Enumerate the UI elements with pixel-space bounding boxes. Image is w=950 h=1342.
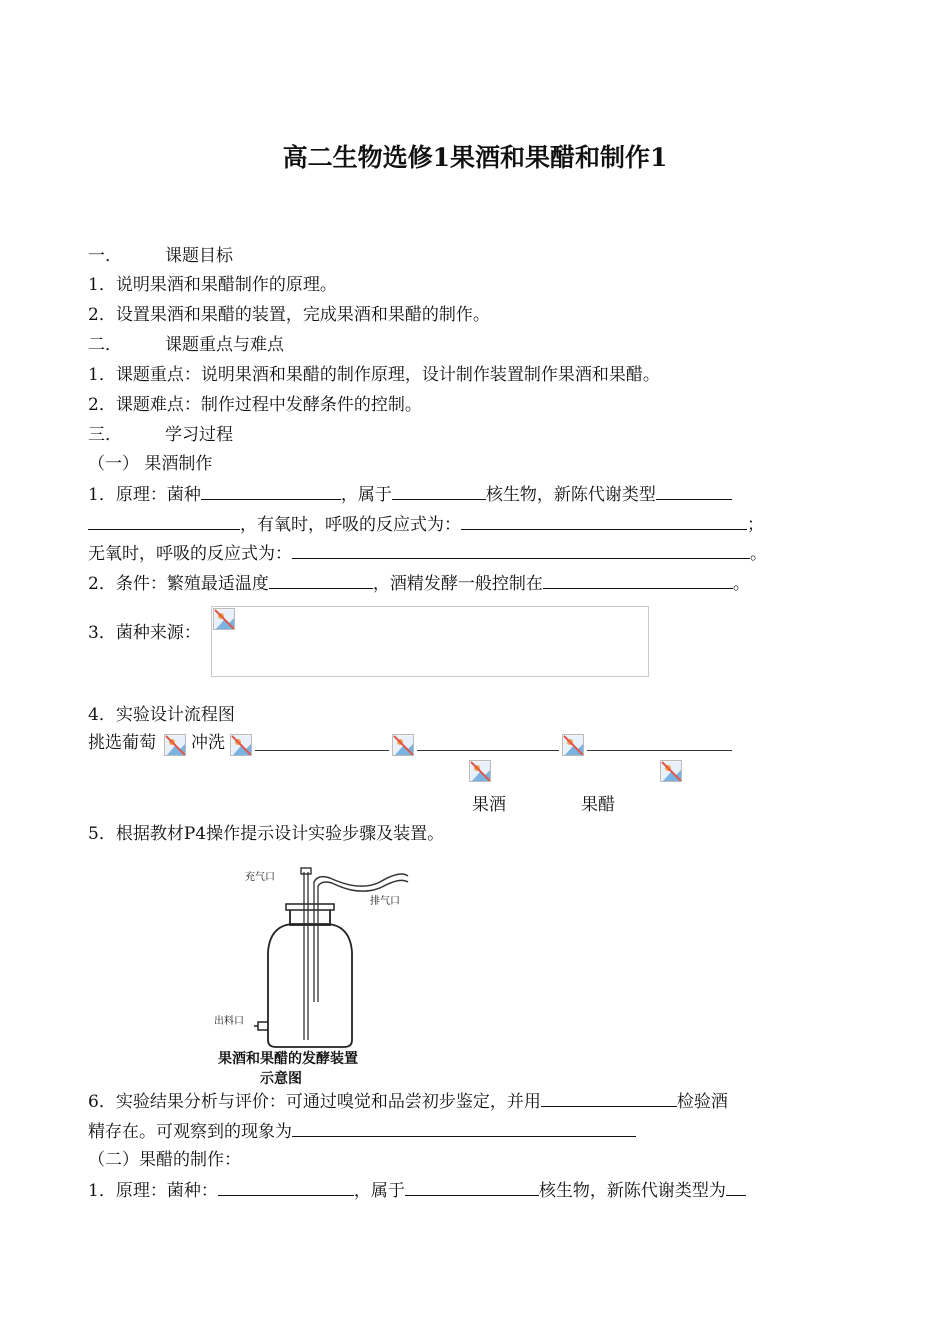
reagent-blank[interactable] — [541, 1090, 677, 1107]
principle-line-1 — [88, 483, 732, 506]
phenomenon-label: 精存在。可观察到的现象为 — [88, 1122, 292, 1142]
flow-blank-2[interactable] — [417, 750, 559, 751]
goal-2: 2．设置果酒和果醋的装置，完成果酒和果醋的制作。 — [88, 305, 490, 325]
vinegar-belongs-label: ，属于 — [353, 1181, 405, 1201]
semicolon: ； — [747, 515, 764, 535]
section-three-heading: 学习过程 — [165, 425, 233, 445]
ferment-label: ，酒精发酵一般控制在 — [372, 574, 543, 594]
vinegar-metabolism-blank[interactable] — [726, 1179, 746, 1196]
flow-step-rinse: 冲洗 — [191, 733, 225, 753]
section-two-number: 二． — [88, 335, 122, 355]
analysis-line-2 — [88, 1120, 636, 1143]
flow-blank-1[interactable] — [255, 750, 389, 751]
period-2: 。 — [732, 574, 750, 594]
flow-step-pick-grapes: 挑选葡萄 — [88, 733, 156, 753]
temperature-blank[interactable] — [269, 572, 373, 589]
flowchart-heading: 4．实验设计流程图 — [88, 705, 235, 725]
flow-product-vinegar: 果醋 — [581, 795, 615, 815]
key-point-2: 2．课题难点：制作过程中发酵条件的控制。 — [88, 395, 422, 415]
arrow-icon — [392, 734, 414, 756]
aerobic-label: ，有氧时，呼吸的反应式为： — [240, 515, 461, 535]
section-three-number: 三． — [88, 425, 122, 445]
principle-label: 1．原理：菌种 — [88, 485, 201, 505]
flow-blank-3[interactable] — [587, 750, 732, 751]
vinegar-metabolism-label: 核生物，新陈代谢类型为 — [538, 1181, 726, 1201]
step-five-text: 5．根据教材P4操作提示设计实验步骤及装置。 — [88, 824, 445, 844]
metabolism-blank-cont[interactable] — [88, 513, 240, 530]
phenomenon-blank[interactable] — [292, 1120, 636, 1137]
analysis-line-1 — [88, 1090, 728, 1113]
arrow-icon — [164, 734, 186, 756]
outlet-label: 排气口 — [370, 896, 400, 907]
strain-source-label: 3．菌种来源： — [88, 623, 201, 643]
strain-blank[interactable] — [201, 483, 341, 500]
vinegar-principle-label: 1．原理：菌种： — [88, 1181, 218, 1201]
principle-line-2 — [88, 513, 764, 536]
drain-label: 出料口 — [214, 1016, 244, 1027]
section-two-heading: 课题重点与难点 — [165, 335, 284, 355]
belongs-label: ，属于 — [340, 485, 392, 505]
vinegar-principle-line — [88, 1179, 746, 1202]
temp-label: 2．条件：繁殖最适温度 — [88, 574, 269, 594]
period: 。 — [750, 544, 767, 564]
arrow-icon — [230, 734, 252, 756]
anaerobic-equation-blank[interactable] — [292, 542, 750, 559]
part-two-heading: （二）果醋的制作： — [88, 1150, 241, 1170]
part-one-heading: （一） 果酒制作 — [88, 454, 213, 474]
flow-product-wine: 果酒 — [472, 795, 506, 815]
broken-image-icon — [213, 608, 235, 630]
ferment-temp-blank[interactable] — [543, 572, 733, 589]
key-point-1: 1．课题重点：说明果酒和果醋的制作原理，设计制作装置制作果酒和果醋。 — [88, 365, 660, 385]
metabolism-blank[interactable] — [656, 483, 732, 500]
analysis-label: 6．实验结果分析与评价：可通过嗅觉和品尝初步鉴定，并用 — [88, 1092, 541, 1112]
inlet-label: 充气口 — [245, 872, 275, 883]
figure-caption-line-2: 示意图 — [260, 1071, 302, 1087]
vinegar-strain-blank[interactable] — [218, 1179, 354, 1196]
figure-caption-line-1: 果酒和果醋的发酵装置 — [218, 1051, 358, 1067]
strain-source-image-frame — [211, 606, 649, 677]
section-one-heading: 课题目标 — [165, 246, 233, 266]
check-wine-label: 检验酒 — [676, 1092, 728, 1112]
goal-1: 1．说明果酒和果醋制作的原理。 — [88, 275, 337, 295]
page-title: 高二生物选修1果酒和果醋和制作1 — [282, 143, 668, 172]
fermentation-apparatus-figure — [210, 862, 430, 1092]
anaerobic-label: 无氧时，呼吸的反应式为： — [88, 544, 292, 564]
vinegar-cell-type-blank[interactable] — [405, 1179, 539, 1196]
arrow-down-icon — [660, 760, 682, 782]
principle-line-3 — [88, 542, 767, 565]
metabolism-label: 核生物，新陈代谢类型 — [485, 485, 656, 505]
section-one-number: 一． — [88, 246, 122, 266]
cell-type-blank[interactable] — [392, 483, 486, 500]
arrow-icon — [562, 734, 584, 756]
arrow-down-icon — [469, 760, 491, 782]
conditions-line — [88, 572, 750, 595]
aerobic-equation-blank[interactable] — [461, 513, 747, 530]
